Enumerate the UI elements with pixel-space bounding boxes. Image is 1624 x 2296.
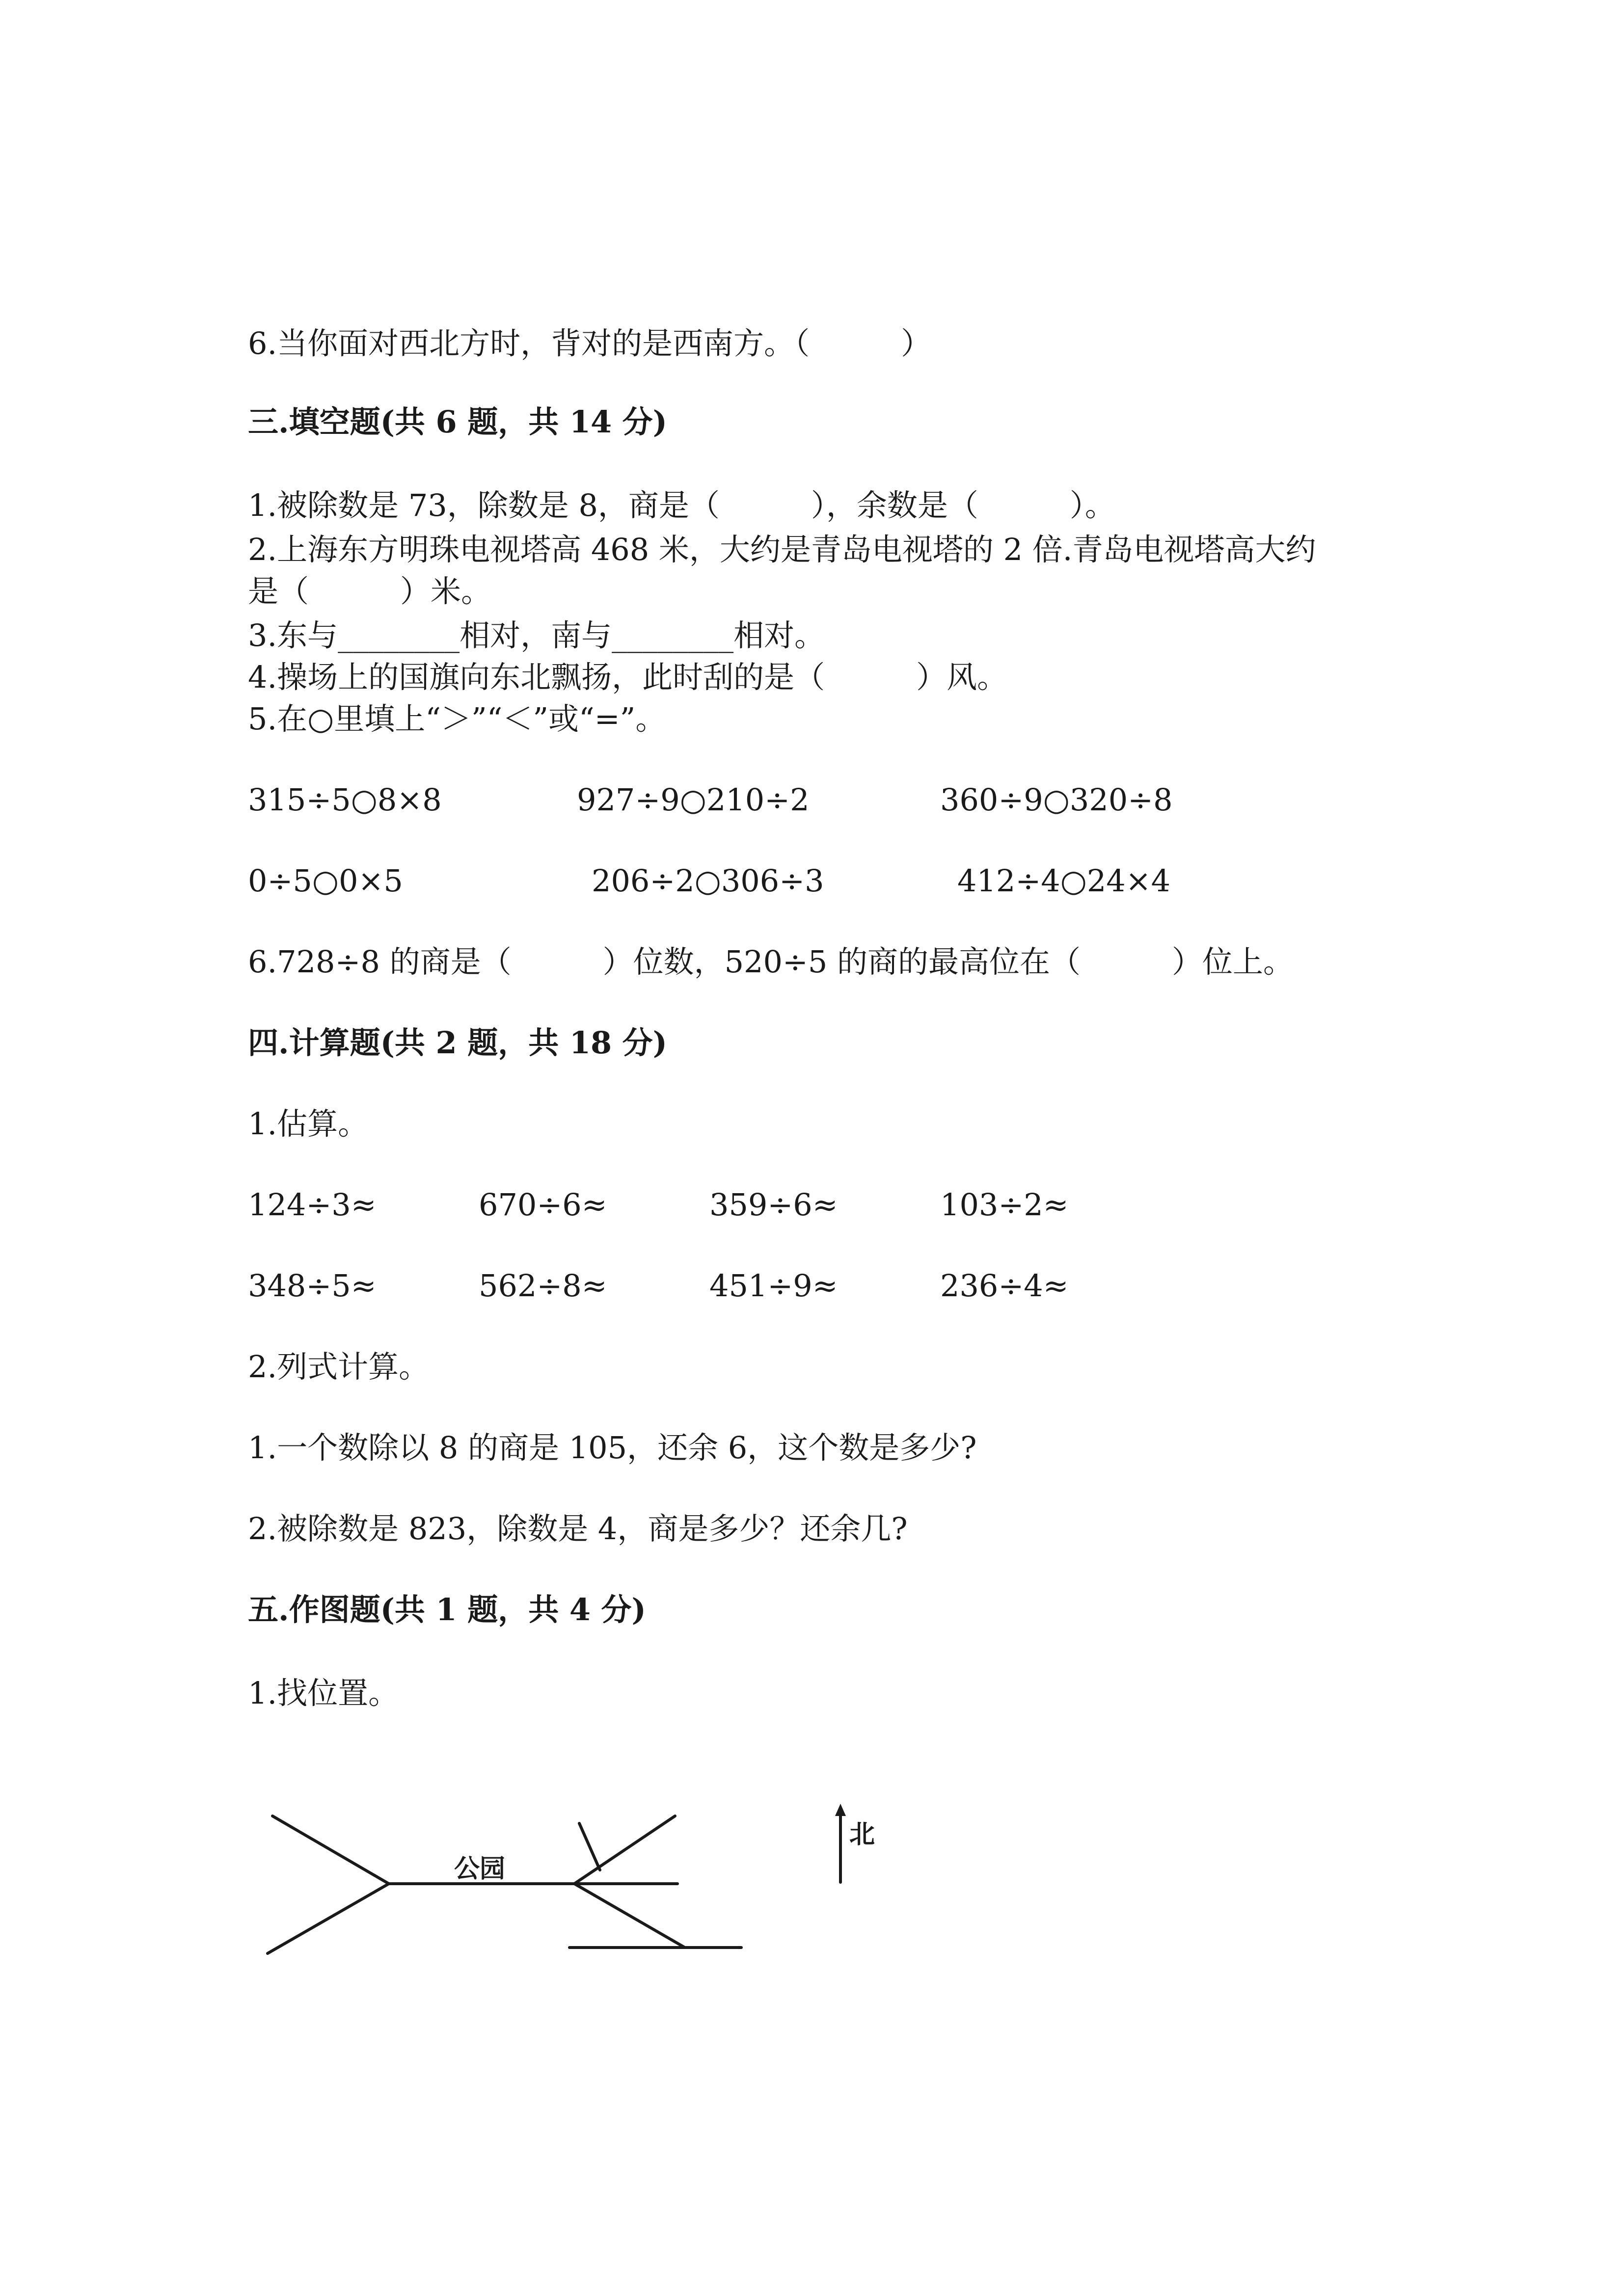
question-3-2-line1: 2.上海东方明珠电视塔高 468 米，大约是青岛电视塔的 2 倍.青岛电视塔高大约 — [248, 532, 1316, 567]
park-label: 公园 — [454, 1854, 506, 1884]
estimate-item: 103÷2≈ — [940, 1187, 1069, 1223]
estimate-item: 124÷3≈ — [248, 1187, 377, 1223]
estimate-item: 562÷8≈ — [479, 1268, 607, 1304]
north-label: 北 — [849, 1820, 875, 1849]
section-4-title: 四.计算题(共 2 题，共 18 分) — [248, 1025, 668, 1061]
compare-item: 927÷9○210÷2 — [577, 782, 810, 818]
question-5-1: 1.找位置。 — [248, 1675, 399, 1711]
estimate-item: 236÷4≈ — [940, 1268, 1069, 1304]
road-line — [272, 1816, 389, 1884]
question-4-2-1: 1.一个数除以 8 的商是 105，还余 6，这个数是多少? — [248, 1430, 977, 1466]
section-3-title: 三.填空题(共 6 题，共 14 分) — [248, 404, 668, 440]
compare-item: 0÷5○0×5 — [248, 863, 403, 899]
question-2-6: 6.当你面对西北方时，背对的是西南方。（ ） — [248, 325, 932, 361]
compare-item: 412÷4○24×4 — [957, 863, 1171, 899]
road-line — [574, 1884, 685, 1948]
compare-item: 315÷5○8×8 — [248, 782, 442, 818]
road-map-drawing — [255, 1767, 943, 1973]
estimate-item: 359÷6≈ — [709, 1187, 838, 1223]
estimate-item: 451÷9≈ — [709, 1268, 838, 1304]
road-line — [579, 1823, 600, 1870]
question-3-3: 3.东与________相对，南与________相对。 — [248, 617, 825, 653]
question-3-4: 4.操场上的国旗向东北飘扬，此时刮的是（ ）风。 — [248, 659, 1008, 695]
question-3-5: 5.在○里填上“＞”“＜”或“=”。 — [248, 701, 666, 737]
estimate-item: 670÷6≈ — [479, 1187, 607, 1223]
compare-item: 206÷2○306÷3 — [592, 863, 824, 899]
location-map-figure — [255, 1767, 943, 1973]
estimate-item: 348÷5≈ — [248, 1268, 377, 1304]
compare-item: 360÷9○320÷8 — [940, 782, 1173, 818]
question-3-1: 1.被除数是 73，除数是 8，商是（ ），余数是（ ）。 — [248, 487, 1115, 523]
question-4-2-2: 2.被除数是 823，除数是 4，商是多少？还余几? — [248, 1511, 908, 1547]
question-4-1: 1.估算。 — [248, 1106, 369, 1142]
question-3-2-line2: 是（ ）米。 — [248, 573, 492, 609]
road-line — [268, 1884, 389, 1953]
north-arrow-head — [835, 1804, 846, 1816]
section-5-title: 五.作图题(共 1 题，共 4 分) — [248, 1592, 646, 1628]
question-3-6: 6.728÷8 的商是（ ）位数，520÷5 的商的最高位在（ ）位上。 — [248, 944, 1294, 980]
question-4-2: 2.列式计算。 — [248, 1349, 430, 1385]
